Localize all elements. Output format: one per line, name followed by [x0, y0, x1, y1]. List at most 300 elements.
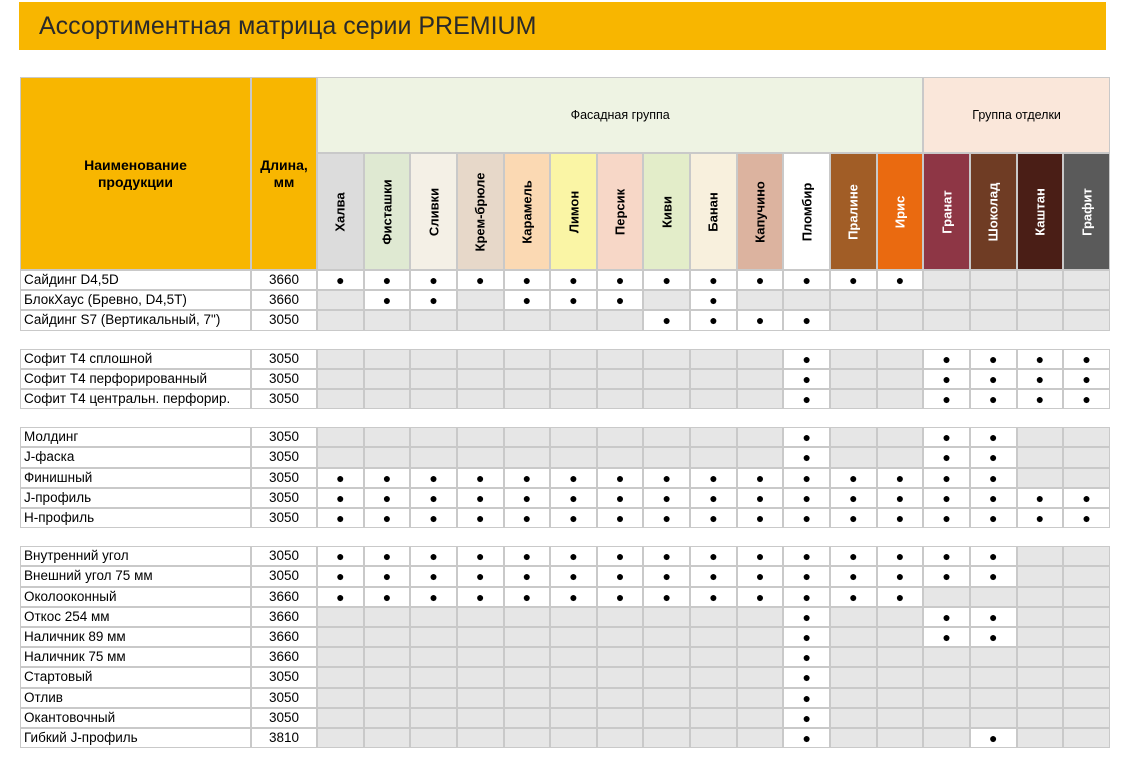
availability-dot: ●: [783, 546, 830, 566]
product-name: Софит Т4 сплошной: [20, 349, 251, 369]
availability-dot: ●: [550, 290, 597, 310]
availability-dot: ●: [830, 488, 877, 508]
availability-dot: ●: [737, 566, 784, 586]
empty-cell: [1017, 290, 1064, 310]
empty-cell: [643, 607, 690, 627]
empty-cell: [317, 310, 364, 330]
empty-cell: [643, 667, 690, 687]
availability-dot: ●: [410, 546, 457, 566]
availability-dot: ●: [364, 290, 411, 310]
empty-cell: [1017, 587, 1064, 607]
empty-cell: [364, 369, 411, 389]
empty-cell: [504, 427, 551, 447]
color-header: [457, 153, 504, 270]
color-header-label: Крем-брюле: [472, 172, 488, 251]
color-header-label: Ирис: [892, 195, 908, 228]
empty-cell: [1017, 627, 1064, 647]
availability-dot: ●: [643, 488, 690, 508]
empty-cell: [504, 447, 551, 467]
empty-cell: [830, 290, 877, 310]
empty-cell: [1063, 427, 1110, 447]
empty-cell: [504, 310, 551, 330]
availability-dot: ●: [410, 290, 457, 310]
availability-dot: ●: [457, 468, 504, 488]
empty-cell: [643, 290, 690, 310]
empty-cell: [877, 688, 924, 708]
empty-cell: [1063, 566, 1110, 586]
availability-dot: ●: [737, 310, 784, 330]
empty-cell: [550, 349, 597, 369]
empty-cell: [923, 667, 970, 687]
availability-dot: ●: [923, 389, 970, 409]
empty-cell: [504, 389, 551, 409]
empty-cell: [504, 647, 551, 667]
empty-cell: [830, 688, 877, 708]
availability-dot: ●: [923, 607, 970, 627]
empty-cell: [550, 310, 597, 330]
empty-cell: [410, 627, 457, 647]
availability-dot: ●: [783, 468, 830, 488]
availability-dot: ●: [877, 546, 924, 566]
product-length: 3050: [251, 427, 317, 447]
product-length: 3660: [251, 270, 317, 290]
availability-dot: ●: [317, 468, 364, 488]
empty-cell: [457, 708, 504, 728]
availability-dot: ●: [410, 587, 457, 607]
availability-dot: ●: [504, 488, 551, 508]
empty-cell: [643, 708, 690, 728]
color-header: [690, 153, 737, 270]
availability-dot: ●: [1017, 369, 1064, 389]
empty-cell: [457, 349, 504, 369]
empty-cell: [597, 607, 644, 627]
availability-dot: ●: [783, 389, 830, 409]
color-header: [1063, 153, 1110, 270]
empty-cell: [877, 627, 924, 647]
empty-cell: [597, 389, 644, 409]
empty-cell: [923, 688, 970, 708]
color-header-label: Карамель: [519, 179, 535, 244]
availability-dot: ●: [830, 546, 877, 566]
color-header: [783, 153, 830, 270]
product-length: 3050: [251, 708, 317, 728]
empty-cell: [364, 647, 411, 667]
availability-dot: ●: [504, 270, 551, 290]
empty-cell: [457, 310, 504, 330]
empty-cell: [597, 427, 644, 447]
empty-cell: [877, 607, 924, 627]
color-header: [643, 153, 690, 270]
availability-dot: ●: [504, 468, 551, 488]
empty-cell: [1063, 468, 1110, 488]
empty-cell: [317, 627, 364, 647]
availability-dot: ●: [783, 627, 830, 647]
color-header-label: Лимон: [566, 190, 581, 233]
empty-cell: [364, 708, 411, 728]
availability-dot: ●: [923, 488, 970, 508]
product-name: Откос 254 мм: [20, 607, 251, 627]
availability-dot: ●: [877, 270, 924, 290]
empty-cell: [317, 290, 364, 310]
product-name: Гибкий J-профиль: [20, 728, 251, 748]
availability-dot: ●: [970, 349, 1017, 369]
availability-dot: ●: [783, 427, 830, 447]
empty-cell: [877, 310, 924, 330]
empty-cell: [737, 627, 784, 647]
availability-dot: ●: [457, 508, 504, 528]
empty-cell: [690, 688, 737, 708]
availability-dot: ●: [550, 546, 597, 566]
empty-cell: [317, 607, 364, 627]
empty-cell: [877, 708, 924, 728]
availability-dot: ●: [1063, 389, 1110, 409]
availability-dot: ●: [1017, 349, 1064, 369]
availability-dot: ●: [690, 270, 737, 290]
availability-dot: ●: [877, 488, 924, 508]
color-header: [830, 153, 877, 270]
availability-dot: ●: [970, 728, 1017, 748]
empty-cell: [317, 389, 364, 409]
product-name: Софит Т4 центральн. перфорир.: [20, 389, 251, 409]
availability-dot: ●: [597, 468, 644, 488]
empty-cell: [550, 688, 597, 708]
product-length: 3050: [251, 468, 317, 488]
availability-dot: ●: [783, 270, 830, 290]
empty-cell: [317, 349, 364, 369]
empty-cell: [737, 688, 784, 708]
availability-dot: ●: [317, 270, 364, 290]
empty-cell: [457, 389, 504, 409]
empty-cell: [830, 369, 877, 389]
availability-dot: ●: [923, 566, 970, 586]
empty-cell: [317, 369, 364, 389]
empty-cell: [504, 688, 551, 708]
product-name: Наличник 89 мм: [20, 627, 251, 647]
empty-cell: [643, 447, 690, 467]
availability-dot: ●: [737, 508, 784, 528]
availability-dot: ●: [970, 546, 1017, 566]
empty-cell: [830, 427, 877, 447]
product-length: 3050: [251, 667, 317, 687]
empty-cell: [830, 647, 877, 667]
empty-cell: [504, 607, 551, 627]
empty-cell: [1063, 607, 1110, 627]
availability-dot: ●: [504, 566, 551, 586]
empty-cell: [877, 647, 924, 667]
empty-cell: [410, 688, 457, 708]
availability-dot: ●: [457, 566, 504, 586]
header-finish-group: Группа отделки: [923, 77, 1110, 153]
empty-cell: [504, 708, 551, 728]
color-header-label: Пралине: [845, 183, 861, 240]
empty-cell: [877, 728, 924, 748]
empty-cell: [410, 667, 457, 687]
product-length: 3050: [251, 488, 317, 508]
availability-dot: ●: [317, 587, 364, 607]
availability-dot: ●: [690, 290, 737, 310]
availability-dot: ●: [783, 607, 830, 627]
empty-cell: [1063, 270, 1110, 290]
empty-cell: [364, 427, 411, 447]
availability-dot: ●: [923, 508, 970, 528]
product-length: 3660: [251, 607, 317, 627]
availability-dot: ●: [364, 546, 411, 566]
availability-dot: ●: [410, 488, 457, 508]
empty-cell: [690, 447, 737, 467]
availability-dot: ●: [1063, 508, 1110, 528]
empty-cell: [457, 607, 504, 627]
empty-cell: [364, 310, 411, 330]
empty-cell: [457, 290, 504, 310]
availability-dot: ●: [877, 508, 924, 528]
empty-cell: [1063, 587, 1110, 607]
empty-cell: [410, 369, 457, 389]
availability-dot: ●: [1017, 508, 1064, 528]
empty-cell: [1063, 310, 1110, 330]
empty-cell: [364, 627, 411, 647]
empty-cell: [1063, 546, 1110, 566]
empty-cell: [597, 349, 644, 369]
availability-dot: ●: [690, 587, 737, 607]
empty-cell: [410, 447, 457, 467]
availability-dot: ●: [737, 587, 784, 607]
empty-cell: [690, 427, 737, 447]
availability-dot: ●: [783, 349, 830, 369]
empty-cell: [457, 647, 504, 667]
product-name: Сайдинг D4,5D: [20, 270, 251, 290]
availability-dot: ●: [783, 728, 830, 748]
color-header-label: Персик: [612, 188, 628, 235]
empty-cell: [364, 447, 411, 467]
color-header: [364, 153, 411, 270]
availability-dot: ●: [783, 310, 830, 330]
empty-cell: [364, 728, 411, 748]
availability-dot: ●: [923, 468, 970, 488]
empty-cell: [923, 647, 970, 667]
empty-cell: [1063, 708, 1110, 728]
availability-dot: ●: [970, 488, 1017, 508]
availability-dot: ●: [830, 270, 877, 290]
color-header: [877, 153, 924, 270]
empty-cell: [690, 389, 737, 409]
empty-cell: [597, 447, 644, 467]
empty-cell: [923, 728, 970, 748]
availability-dot: ●: [643, 566, 690, 586]
empty-cell: [737, 728, 784, 748]
availability-dot: ●: [364, 488, 411, 508]
empty-cell: [1017, 708, 1064, 728]
availability-dot: ●: [317, 508, 364, 528]
empty-cell: [410, 349, 457, 369]
availability-dot: ●: [690, 488, 737, 508]
color-header-label: Каштан: [1032, 187, 1048, 236]
availability-dot: ●: [1017, 488, 1064, 508]
empty-cell: [1017, 607, 1064, 627]
product-length: 3050: [251, 546, 317, 566]
empty-cell: [457, 728, 504, 748]
availability-dot: ●: [923, 627, 970, 647]
color-header: [410, 153, 457, 270]
availability-dot: ●: [504, 587, 551, 607]
availability-dot: ●: [783, 508, 830, 528]
empty-cell: [457, 427, 504, 447]
empty-cell: [550, 647, 597, 667]
empty-cell: [737, 290, 784, 310]
header-length: Длина, мм: [251, 77, 317, 270]
empty-cell: [457, 369, 504, 389]
empty-cell: [597, 728, 644, 748]
empty-cell: [923, 270, 970, 290]
empty-cell: [923, 290, 970, 310]
empty-cell: [643, 728, 690, 748]
availability-dot: ●: [783, 566, 830, 586]
empty-cell: [1017, 728, 1064, 748]
empty-cell: [1017, 546, 1064, 566]
color-header: [923, 153, 970, 270]
availability-dot: ●: [877, 468, 924, 488]
availability-dot: ●: [1063, 349, 1110, 369]
empty-cell: [550, 447, 597, 467]
availability-dot: ●: [410, 508, 457, 528]
empty-cell: [737, 607, 784, 627]
empty-cell: [643, 389, 690, 409]
color-header: [737, 153, 784, 270]
header-facade-group: Фасадная группа: [317, 77, 923, 153]
empty-cell: [1017, 310, 1064, 330]
empty-cell: [830, 667, 877, 687]
product-name: J-профиль: [20, 488, 251, 508]
empty-cell: [830, 607, 877, 627]
color-header: [597, 153, 644, 270]
empty-cell: [737, 708, 784, 728]
empty-cell: [550, 708, 597, 728]
availability-dot: ●: [877, 566, 924, 586]
empty-cell: [830, 389, 877, 409]
color-header: [1017, 153, 1064, 270]
empty-cell: [737, 389, 784, 409]
availability-dot: ●: [877, 587, 924, 607]
empty-cell: [1017, 688, 1064, 708]
empty-cell: [1017, 566, 1064, 586]
empty-cell: [970, 290, 1017, 310]
empty-cell: [457, 447, 504, 467]
empty-cell: [1063, 290, 1110, 310]
empty-cell: [877, 389, 924, 409]
availability-dot: ●: [690, 310, 737, 330]
availability-dot: ●: [970, 627, 1017, 647]
page-title: Ассортиментная матрица серии PREMIUM: [39, 12, 537, 40]
product-name: Окантовочный: [20, 708, 251, 728]
empty-cell: [597, 667, 644, 687]
availability-dot: ●: [457, 488, 504, 508]
product-length: 3660: [251, 627, 317, 647]
availability-dot: ●: [970, 389, 1017, 409]
availability-dot: ●: [550, 270, 597, 290]
empty-cell: [643, 688, 690, 708]
product-length: 3660: [251, 587, 317, 607]
availability-dot: ●: [737, 546, 784, 566]
empty-cell: [970, 647, 1017, 667]
product-length: 3660: [251, 647, 317, 667]
availability-dot: ●: [597, 587, 644, 607]
availability-dot: ●: [597, 546, 644, 566]
availability-dot: ●: [597, 508, 644, 528]
product-length: 3050: [251, 389, 317, 409]
availability-dot: ●: [690, 468, 737, 488]
product-length: 3050: [251, 349, 317, 369]
empty-cell: [783, 290, 830, 310]
availability-dot: ●: [923, 546, 970, 566]
empty-cell: [597, 647, 644, 667]
availability-dot: ●: [737, 270, 784, 290]
empty-cell: [410, 728, 457, 748]
empty-cell: [830, 310, 877, 330]
empty-cell: [643, 647, 690, 667]
availability-dot: ●: [643, 587, 690, 607]
product-name: Отлив: [20, 688, 251, 708]
empty-cell: [317, 667, 364, 687]
availability-dot: ●: [923, 369, 970, 389]
availability-dot: ●: [690, 566, 737, 586]
empty-cell: [1063, 647, 1110, 667]
product-length: 3050: [251, 369, 317, 389]
empty-cell: [830, 728, 877, 748]
availability-dot: ●: [1063, 488, 1110, 508]
product-name: Околооконный: [20, 587, 251, 607]
empty-cell: [923, 310, 970, 330]
empty-cell: [737, 667, 784, 687]
availability-dot: ●: [970, 508, 1017, 528]
empty-cell: [643, 349, 690, 369]
empty-cell: [317, 447, 364, 467]
empty-cell: [737, 369, 784, 389]
availability-dot: ●: [690, 546, 737, 566]
availability-dot: ●: [550, 587, 597, 607]
empty-cell: [970, 310, 1017, 330]
availability-dot: ●: [970, 607, 1017, 627]
empty-cell: [317, 427, 364, 447]
empty-cell: [877, 447, 924, 467]
empty-cell: [690, 728, 737, 748]
availability-dot: ●: [597, 270, 644, 290]
availability-dot: ●: [970, 468, 1017, 488]
product-name: Внутренний угол: [20, 546, 251, 566]
availability-dot: ●: [457, 587, 504, 607]
empty-cell: [1017, 667, 1064, 687]
product-name: Молдинг: [20, 427, 251, 447]
empty-cell: [830, 349, 877, 369]
availability-dot: ●: [317, 566, 364, 586]
availability-dot: ●: [364, 587, 411, 607]
availability-dot: ●: [550, 468, 597, 488]
empty-cell: [923, 587, 970, 607]
empty-cell: [690, 607, 737, 627]
empty-cell: [1017, 647, 1064, 667]
availability-dot: ●: [364, 566, 411, 586]
empty-cell: [690, 667, 737, 687]
availability-dot: ●: [737, 488, 784, 508]
empty-cell: [877, 349, 924, 369]
empty-cell: [970, 708, 1017, 728]
empty-cell: [690, 708, 737, 728]
product-name: J-фаска: [20, 447, 251, 467]
availability-dot: ●: [830, 508, 877, 528]
empty-cell: [597, 688, 644, 708]
color-header-label: Сливки: [426, 187, 442, 236]
availability-dot: ●: [317, 546, 364, 566]
empty-cell: [317, 688, 364, 708]
empty-cell: [550, 667, 597, 687]
